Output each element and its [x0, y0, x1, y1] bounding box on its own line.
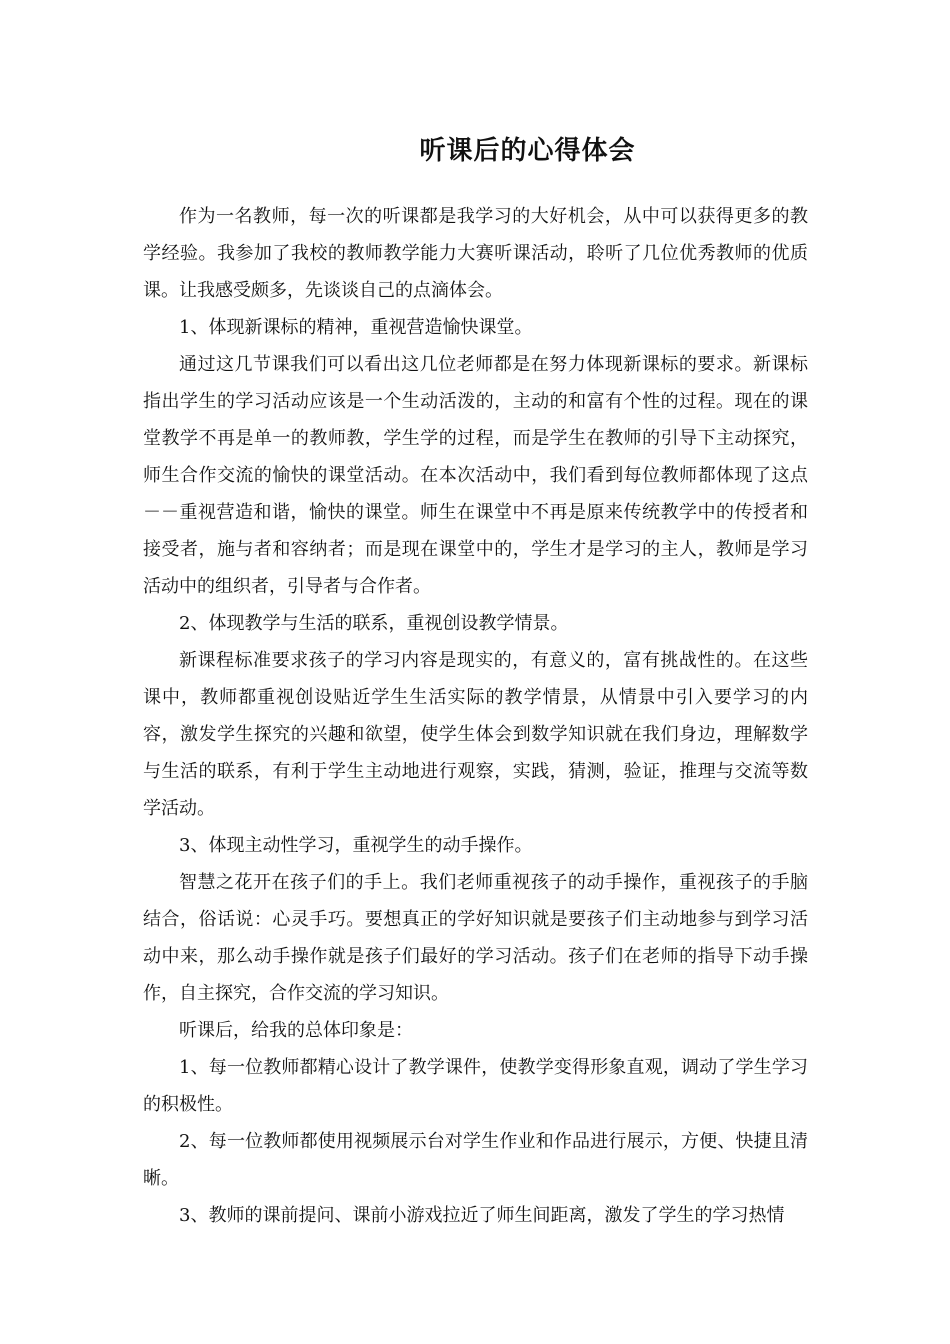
- paragraph-body-3: 智慧之花开在孩子们的手上。我们老师重视孩子的动手操作，重视孩子的手脑结合，俗话说：心灵手巧。要想真正的学好知识就是要孩子们主动地参与到学习活动中来，那么动手操作就是孩子们最好的学习活动。孩子们在老师的指导下动手操作，自主探究，合作交流的学习知识。: [143, 872, 808, 1004]
- paragraph-heading-2: 2、体现教学与生活的联系，重视创设教学情景。: [179, 613, 569, 634]
- paragraph-heading-1: 1、体现新课标的精神，重视营造愉快课堂。: [179, 317, 533, 338]
- document-page: [143, 124, 808, 1234]
- document-title: 听课后的心得体会: [419, 136, 636, 166]
- paragraph-body-1: 通过这几节课我们可以看出这几位老师都是在努力体现新课标的要求。新课标指出学生的学习活动应该是一个生动活泼的，主动的和富有个性的过程。现在的课堂教学不再是单一的教师教，学生学的过程，而是学生在教师的引导下主动探究，师生合作交流的愉快的课堂活动。在本次活动中，我们看到每位教师都体现了这点－－重视营造和谐，愉快的课堂。师生在课堂中不再是原来传统教学中的传授者和接受者，施与者和容纳者；而是现在课堂中的，学生才是学习的主人，教师是学习活动中的组织者，引导者与合作者。: [143, 354, 808, 597]
- paragraph-summary-2: 2、每一位教师都使用视频展示台对学生作业和作品进行展示，方便、快捷且清晰。: [143, 1131, 808, 1189]
- paragraph-heading-3: 3、体现主动性学习，重视学生的动手操作。: [179, 835, 533, 856]
- paragraph-summary-1: 1、每一位教师都精心设计了教学课件，使教学变得形象直观，调动了学生学习的积极性。: [143, 1057, 808, 1115]
- paragraph-summary-3: 3、教师的课前提问、课前小游戏拉近了师生间距离，激发了学生的学习热情: [179, 1205, 785, 1226]
- paragraph-summary-intro: 听课后，给我的总体印象是：: [179, 1020, 413, 1041]
- paragraph-body-2: 新课程标准要求孩子的学习内容是现实的，有意义的，富有挑战性的。在这些课中，教师都重视创设贴近学生生活实际的教学情景，从情景中引入要学习的内容，激发学生探究的兴趣和欲望，使学生体会到数学知识就在我们身边，理解数学与生活的联系，有利于学生主动地进行观察，实践，猜测，验证，推理与交流等数学活动。: [143, 650, 808, 819]
- paragraph-intro: 作为一名教师，每一次的听课都是我学习的大好机会，从中可以获得更多的教学经验。我参加了我校的教师教学能力大赛听课活动，聆听了几位优秀教师的优质课。让我感受颇多，先谈谈自己的点滴体会。: [143, 206, 808, 301]
